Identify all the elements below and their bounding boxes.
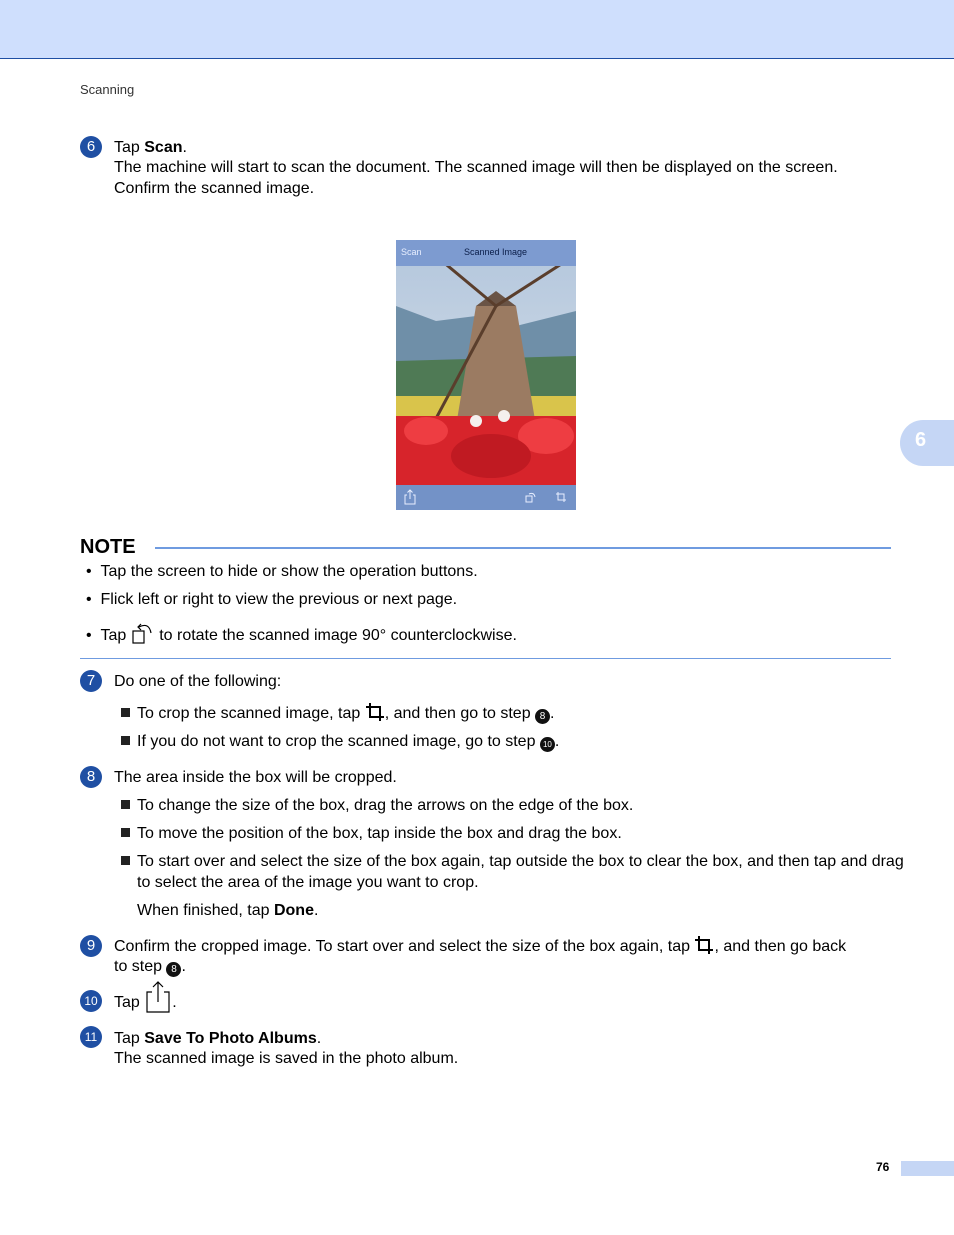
share-icon bbox=[404, 489, 416, 505]
page-number-bar bbox=[901, 1161, 954, 1176]
rotate-icon bbox=[131, 619, 155, 645]
step-ref-8: 8 bbox=[166, 962, 181, 977]
step6-line3: Confirm the scanned image. bbox=[114, 180, 315, 197]
screenshot-header bbox=[396, 240, 576, 266]
step-number-8: 8 bbox=[80, 766, 102, 788]
note-end-rule bbox=[80, 658, 891, 659]
chapter-tab bbox=[900, 420, 954, 466]
step9-line2: to step 8 . bbox=[114, 958, 186, 975]
save-to-photo-albums-label: Save To Photo Albums bbox=[144, 1030, 317, 1047]
step-ref-8: 8 bbox=[535, 709, 550, 724]
step8-bullet-1: To change the size of the box, drag the arrows on the edge of the box. bbox=[121, 795, 633, 816]
done-label: Done bbox=[273, 902, 314, 919]
step8-bullet-2: To move the position of the box, tap inside the box and drag the box. bbox=[121, 823, 622, 844]
step-number-7: 7 bbox=[80, 670, 102, 692]
rotate-icon bbox=[525, 491, 537, 503]
share-icon bbox=[144, 980, 172, 1014]
scan-label: Scan bbox=[144, 139, 183, 156]
note-rule bbox=[155, 547, 891, 549]
step10-line: Tap . bbox=[114, 992, 177, 1014]
step7-bullet-2: If you do not want to crop the scanned image, go to step 10 . bbox=[121, 731, 559, 752]
step11-line2: The scanned image is saved in the photo album. bbox=[114, 1050, 459, 1067]
step-number-9: 9 bbox=[80, 935, 102, 957]
step-number-11: 11 bbox=[80, 1026, 102, 1048]
crop-icon bbox=[555, 491, 567, 503]
note-title: NOTE bbox=[80, 536, 136, 558]
step9-line1: Confirm the cropped image. To start over and select the size of the box again, tap , and then go back bbox=[114, 936, 846, 957]
step6-line1: Tap Scan. bbox=[114, 139, 187, 156]
header-band bbox=[0, 0, 954, 59]
note-bullet-3: • Tap to rotate the scanned image 90° counterclockwise. bbox=[86, 625, 517, 646]
step-number-6: 6 bbox=[80, 136, 102, 158]
crop-icon bbox=[694, 935, 714, 955]
step-ref-10: 10 bbox=[540, 737, 555, 752]
crop-icon bbox=[365, 702, 385, 722]
note-bullet-1: • Tap the screen to hide or show the operation buttons. bbox=[86, 563, 478, 580]
scanned-image-screenshot bbox=[396, 240, 576, 510]
note-bullet-2: • Flick left or right to view the previous or next page. bbox=[86, 591, 458, 608]
step6-line2: The machine will start to scan the document. The scanned image will then be displayed on the screen. bbox=[114, 159, 838, 176]
step-number-10: 10 bbox=[80, 990, 102, 1012]
step8-intro: The area inside the box will be cropped. bbox=[114, 769, 397, 786]
step7-intro: Do one of the following: bbox=[114, 673, 282, 690]
windmill-photo bbox=[396, 266, 576, 485]
screenshot-title: Scanned Image bbox=[464, 247, 528, 257]
chapter-tab-number: 6 bbox=[915, 429, 927, 451]
screenshot-back-label: Scan bbox=[401, 247, 422, 257]
step8-done: When finished, tap Done. bbox=[137, 902, 319, 919]
step11-line1: Tap Save To Photo Albums. bbox=[114, 1030, 322, 1047]
breadcrumb: Scanning bbox=[80, 82, 135, 97]
step8-bullet-3: To start over and select the size of the box again, tap outside the box to clear the box, and then tap and drag to select the area of the image you want to crop. bbox=[121, 851, 907, 893]
page-number: 76 bbox=[876, 1160, 890, 1174]
step7-bullet-1: To crop the scanned image, tap , and then go to step 8 . bbox=[121, 703, 555, 724]
screenshot-toolbar bbox=[396, 485, 576, 510]
